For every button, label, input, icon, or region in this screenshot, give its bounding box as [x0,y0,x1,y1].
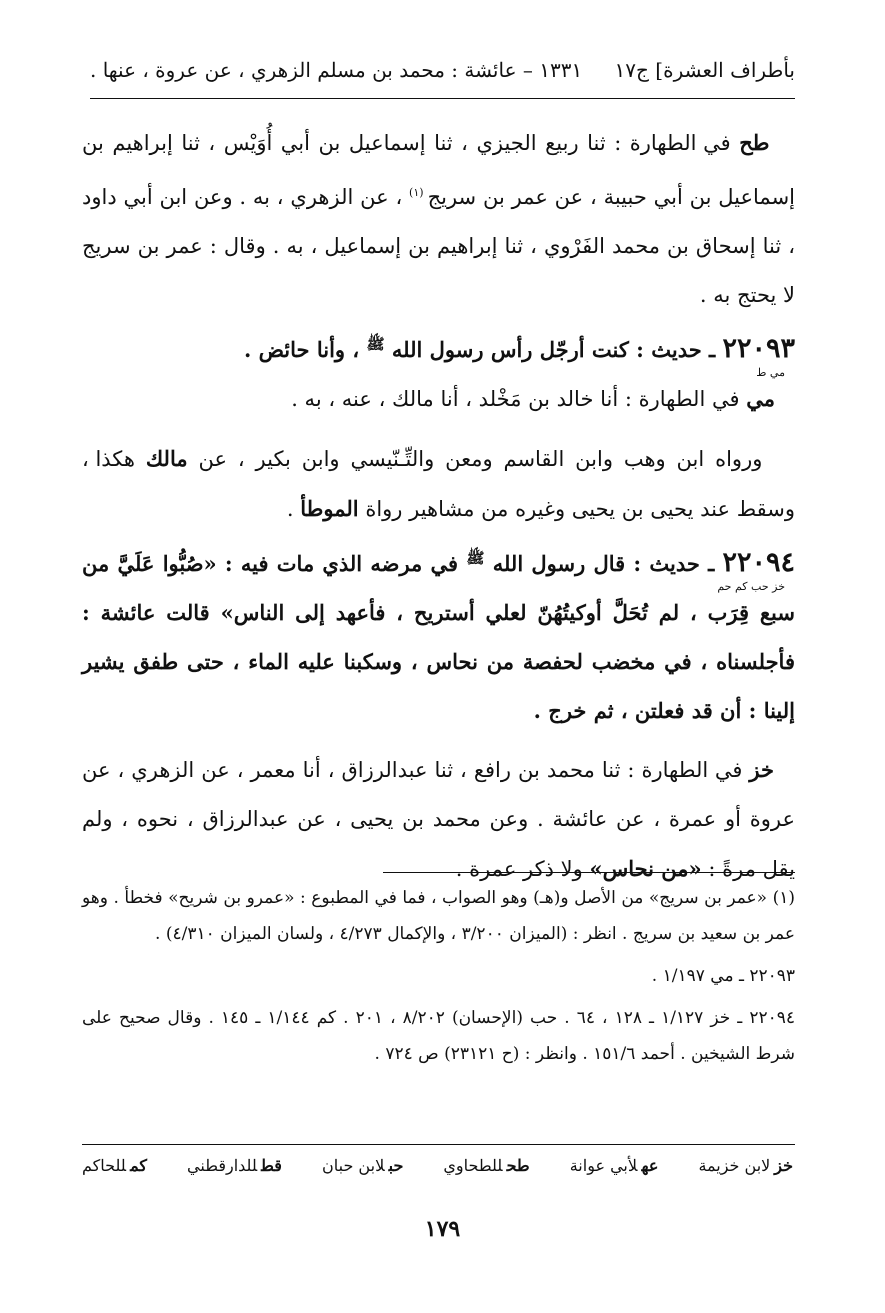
emphasis-quote: «من نحاس» [589,856,702,881]
salla-glyph: ﷺ [466,549,485,567]
abbr-item [443,1156,529,1175]
source-marks: مي ط [756,366,785,379]
page-number: ١٧٩ [424,1216,461,1242]
footnote-rule [383,872,795,873]
source-siglum: مي [746,386,775,411]
hadith-text-body: في مرضه الذي مات فيه : «صُبُّوا عَلَيَّ من سبع قِرَب ، لم تُحَلَّ أوكيتُهُنّ لعلي أستريح ، فأعهد إلى الناس» قالت عائشة : فأجلسناه ، في مخضب لحفصة من نحاس ، وسكبنا عليه الماء ، حتى طفق يشير إلينا : أن قد فعلتن ، ثم خرج . [82,551,795,723]
abbr-key: حب [388,1156,404,1175]
source-marks: خز حب كم حم [717,580,785,593]
paragraph-text: في الطهارة : ثنا محمد بن رافع ، ثنا عبدالرزاق ، أنا معمر ، عن الزهري ، عن عروة أو عمرة ، عن عائشة . وعن محمد بن يحيى ، عن عبدالرزاق ، نحوه ، ولم يقل مرةً : [82,758,795,881]
hadith-number: ٢٢٠٩٣ [722,333,795,364]
header-chapter: ١٣٣١ – عائشة : محمد بن مسلم الزهري ، عن عروة ، عنها . [90,58,583,82]
hadith-number: ٢٢٠٩٤ [722,547,796,578]
abbr-item [698,1156,793,1175]
paragraph-text: في الطهارة : ثنا ربيع الجيزي ، ثنا إسماعيل بن أبي أُوَيْس ، ثنا إبراهيم بن إسماعيل بن أبي حبيبة ، عن عمر بن سريج [82,131,795,209]
hadith-22094 [82,534,795,735]
hadith-22093 [82,320,795,379]
abbr-key: عه [641,1156,659,1175]
paragraph-text: هكذا ، وسقط عند يحيى بن يحيى وغيره من مشاهير رواة [82,447,795,521]
abbr-key: قط [261,1156,282,1175]
footnote-22094: ٢٢٠٩٤ ـ خز ١/١٢٧ ـ ١٢٨ ، ٦٤ . حب (الإحسان) ٨/٢٠٢ ، ٢٠١ . كم ١/١٤٤ ـ ١٤٥ . وقال صحيح على شرط الشيخين . أحمد ١٥١/٦ . وانظر : (ح ٢٣١٢١) ص ٧٢٤ . [82,1008,795,1064]
header-volume: بأطراف العشرة] ج١٧ [614,58,795,82]
abbr-item [82,1156,147,1175]
source-siglum: خز [749,757,774,782]
hadith-text: ـ حديث : قال رسول الله [492,551,715,576]
source-siglum: طح [739,130,770,155]
paragraph-tahawi [82,118,795,320]
abbr-item [322,1156,403,1175]
abbr-value: للطحاوي [443,1156,503,1175]
abbr-value: لأبي عوانة [569,1156,638,1175]
paragraph-malik [82,434,795,534]
paragraph-end: . [286,497,294,521]
abbreviation-key [82,1156,793,1175]
salla-glyph: ﷺ [366,335,385,353]
abbr-key: خز [774,1156,793,1175]
abbreviation-rule [82,1144,795,1145]
emphasis-malik: مالك [145,446,188,471]
abbr-item [570,1156,659,1175]
hadith-text-end: ، وأنا حائض . [243,337,360,362]
footnotes [82,880,795,1072]
abbr-item [187,1156,282,1175]
footnote-1: (١) «عمر بن سريج» من الأصل و(هـ) وهو الصواب ، فما في المطبوع : «عمرو بن شريح» فخطأ . وهو عمر بن سعيد بن سريج . انظر : (الميزان ٣/٢٠٠ ، والإكمال ٤/٢٧٣ ، ولسان الميزان ٤/٣١٠) . [82,888,795,944]
paragraph-text: ، عن الزهري ، به . وعن ابن أبي داود ، ثنا إسحاق بن محمد الفَرْوي ، ثنا إبراهيم بن إسماعيل ، به . وقال : عمر بن سريج لا يحتج به . [82,185,795,307]
abbr-key: طح [506,1156,530,1175]
header-rule [90,98,795,99]
footnote-22093: ٢٢٠٩٣ ـ مي ١/١٩٧ . [651,966,795,986]
abbr-value: للدارقطني [187,1156,258,1175]
paragraph-text: في الطهارة : أنا خالد بن مَخْلد ، أنا مالك ، عنه ، به . [291,387,740,411]
abbr-key: كم [130,1156,147,1175]
abbr-value: لابن خزيمة [698,1156,771,1175]
emphasis-muwatta: الموطأ [300,496,359,521]
abbr-value: للحاكم [82,1156,127,1175]
running-header [90,52,795,88]
hadith-text: ـ حديث : كنت أرجّل رأس رسول الله [391,337,716,362]
paragraph-end: ولا ذكر عمرة . [455,857,583,881]
paragraph-text: ورواه ابن وهب وابن القاسم ومعن والتِّـنّيسي وابن بكير ، عن [198,447,763,471]
main-text [82,118,795,894]
paragraph-darimi [82,374,795,424]
footnote-ref: (١) [409,186,424,199]
abbr-value: لابن حبان [322,1156,385,1175]
